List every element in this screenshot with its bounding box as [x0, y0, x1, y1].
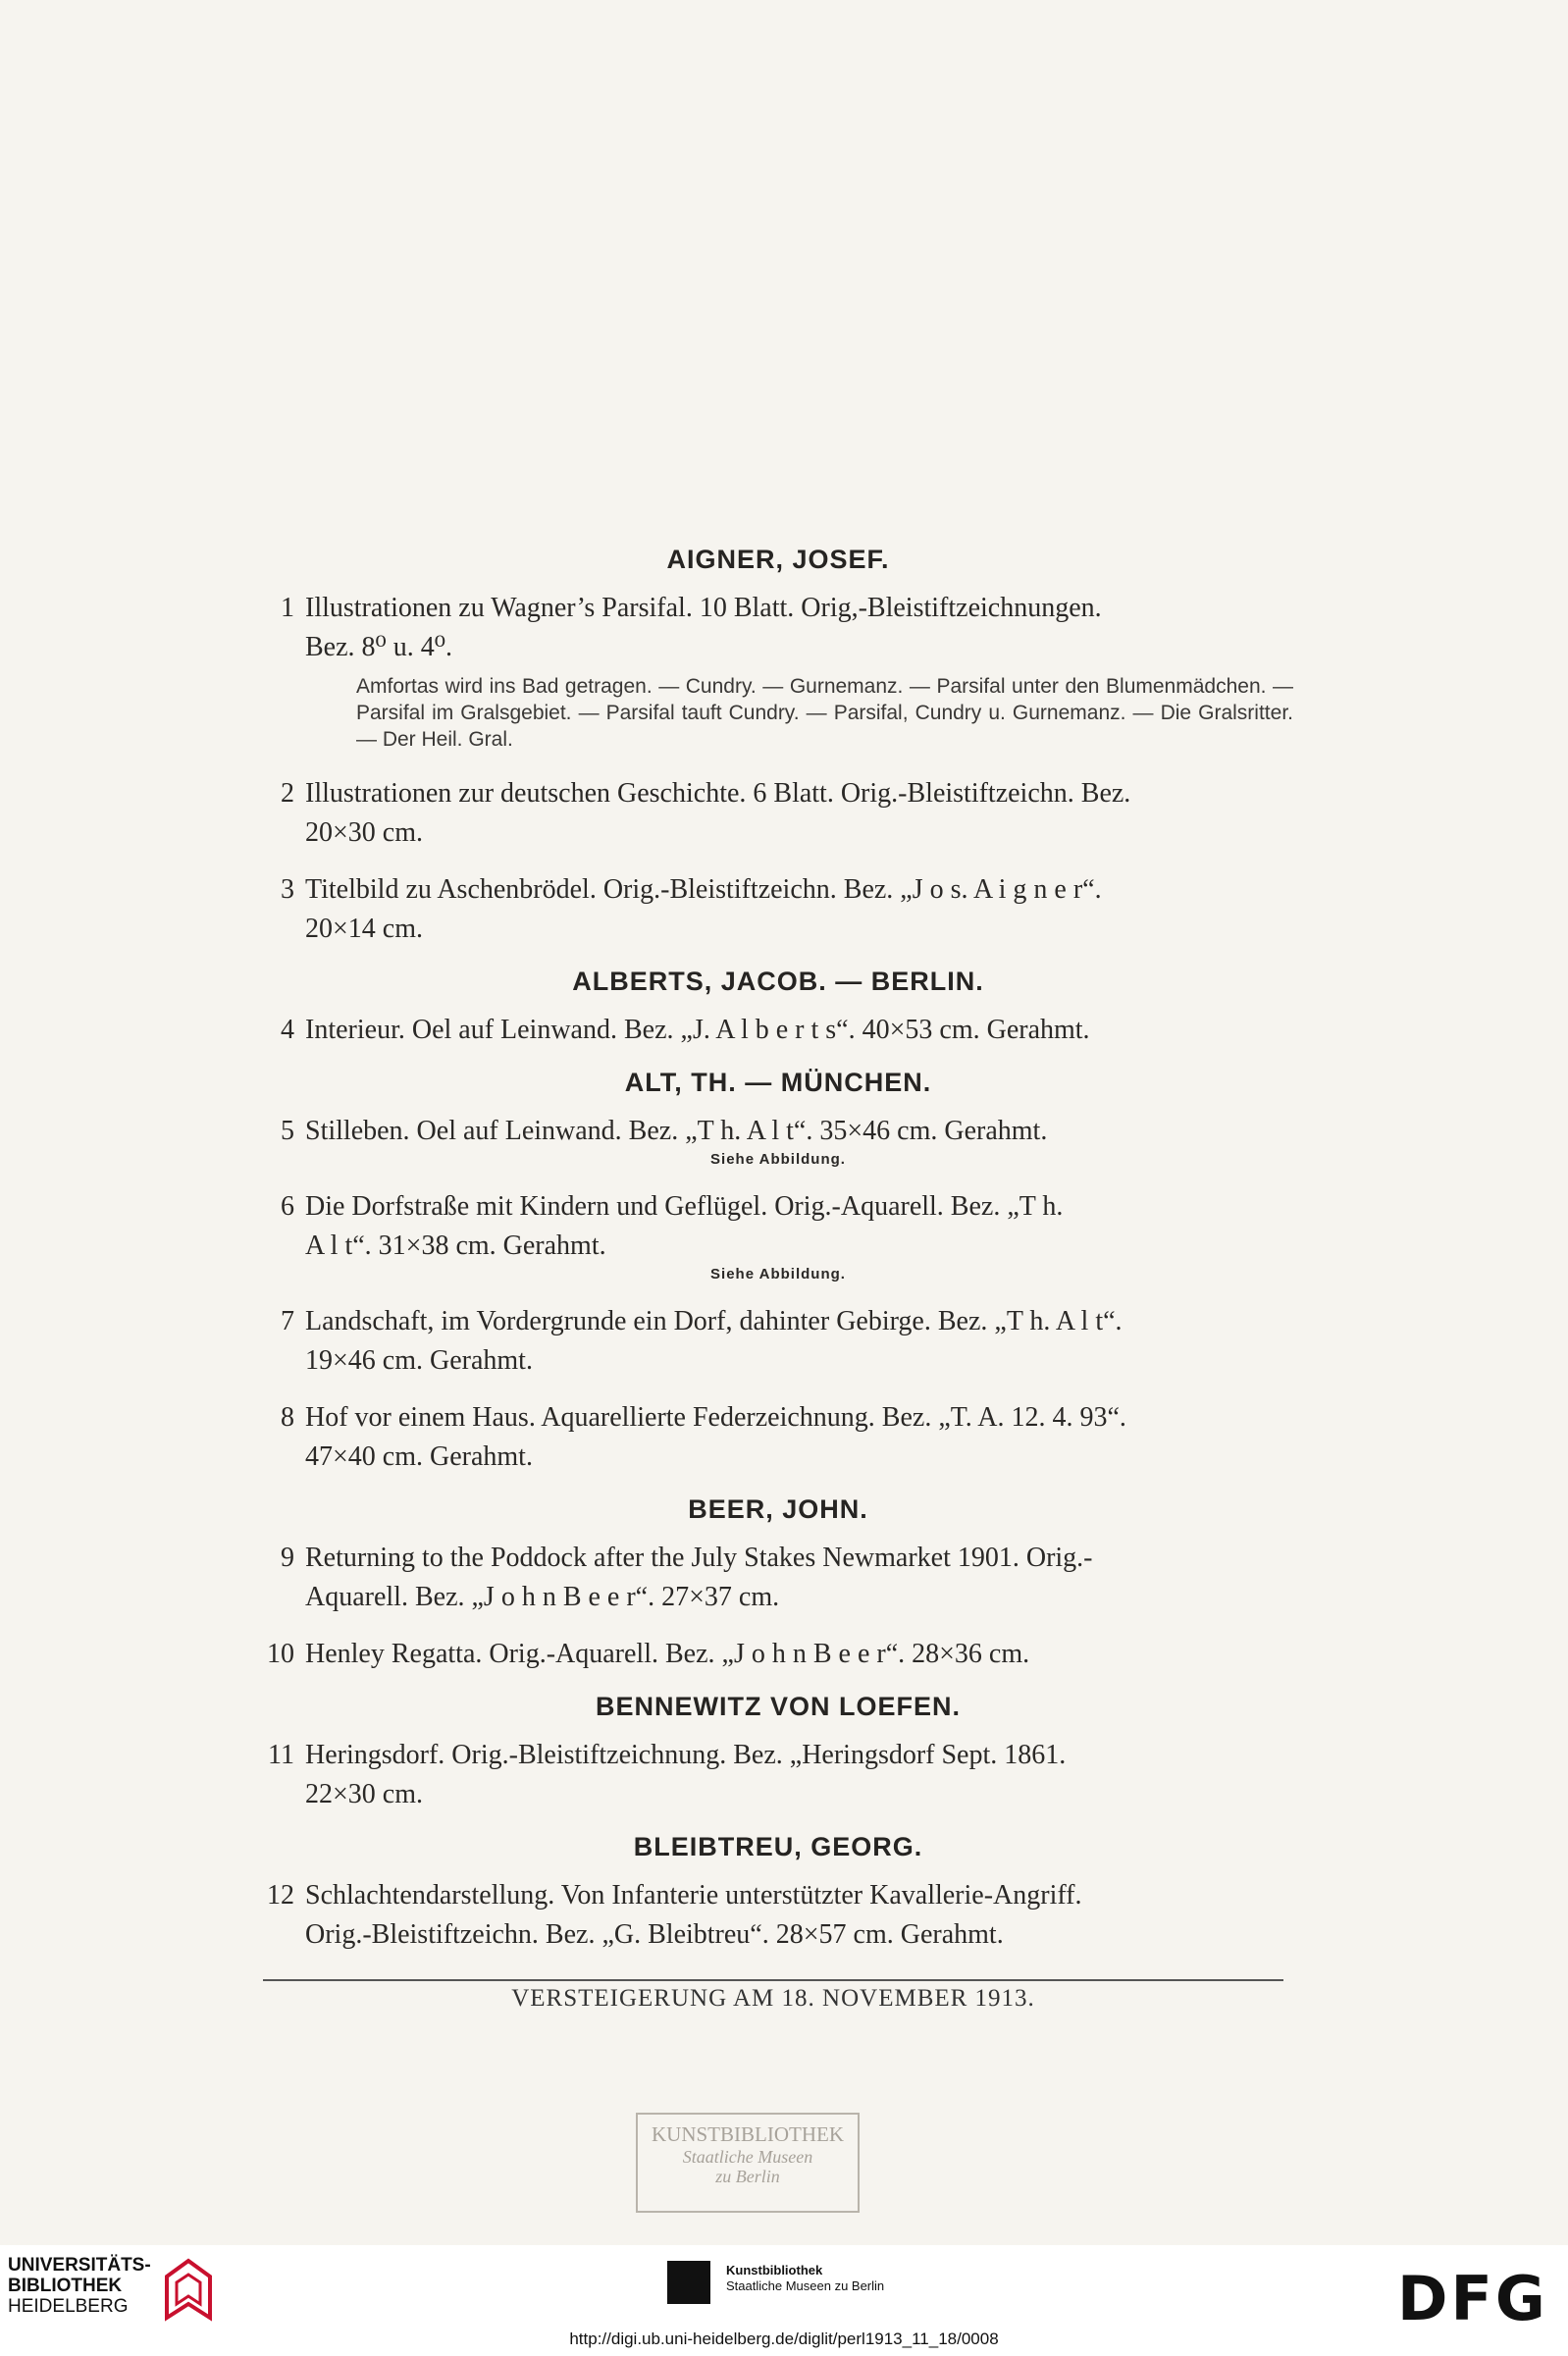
- kb-line-2: Staatliche Museen zu Berlin: [726, 2278, 885, 2293]
- catalog-entry: [263, 1187, 1293, 1266]
- catalog-content: [263, 545, 1293, 1972]
- dfg-logo[interactable]: DFG: [1397, 2263, 1548, 2334]
- kunstbibliothek-logo-icon: [667, 2261, 710, 2304]
- uni-line-3: HEIDELBERG: [8, 2296, 129, 2317]
- catalog-entry: [263, 589, 1293, 667]
- entry-text: Illustrationen zur deutschen Geschichte. 6 Blatt. Orig.-Bleistiftzeichn. Bez.: [305, 778, 1131, 809]
- catalog-entry: [263, 774, 1293, 853]
- library-stamp: [636, 2113, 860, 2213]
- stamp-line-3: zu Berlin: [715, 2167, 780, 2186]
- entry-text: Landschaft, im Vordergrunde ein Dorf, dahinter Gebirge. Bez. „T h. A l t“.: [305, 1306, 1123, 1336]
- artist-heading: ALT, TH. — MÜNCHEN.: [624, 1068, 932, 1097]
- artist-heading: BENNEWITZ VON LOEFEN.: [596, 1692, 961, 1721]
- kunstbibliothek-name[interactable]: [726, 2263, 884, 2294]
- catalog-entry: [263, 1876, 1293, 1955]
- auction-date-line: VERSTEIGERUNG AM 18. NOVEMBER 1913.: [511, 1985, 1035, 2012]
- catalog-entry: [263, 1635, 1293, 1674]
- entry-text: Hof vor einem Haus. Aquarellierte Federzeichnung. Bez. „T. A. 12. 4. 93“.: [305, 1402, 1126, 1433]
- see-illustration-note: Siehe Abbildung.: [710, 1151, 846, 1168]
- entry-text: Schlachtendarstellung. Von Infanterie unterstützter Kavallerie-Angriff.: [305, 1880, 1082, 1911]
- entry-text-continued: 22×30 cm.: [305, 1779, 423, 1809]
- entry-text-continued: Orig.-Bleistiftzeichn. Bez. „G. Bleibtreu“. 28×57 cm. Gerahmt.: [305, 1919, 1004, 1950]
- entry-text: Die Dorfstraße mit Kindern und Geflügel. Orig.-Aquarell. Bez. „T h.: [305, 1191, 1064, 1222]
- entry-text: Heringsdorf. Orig.-Bleistiftzeichnung. Bez. „Heringsdorf Sept. 1861.: [305, 1740, 1067, 1770]
- catalog-entry: [263, 870, 1293, 949]
- kb-line-1: Kunstbibliothek: [726, 2263, 823, 2277]
- entry-number: 4: [281, 1015, 294, 1045]
- entry-text-continued: 20×14 cm.: [305, 914, 423, 944]
- entry-number: 11: [268, 1740, 294, 1770]
- entry-text-continued: 20×30 cm.: [305, 817, 423, 848]
- entry-number: 9: [281, 1543, 294, 1573]
- entry-text-continued: Bez. 8⁰ u. 4⁰.: [305, 632, 452, 662]
- university-library-name[interactable]: [8, 2255, 151, 2317]
- entry-text: Henley Regatta. Orig.-Aquarell. Bez. „J o h n B e e r“. 28×36 cm.: [305, 1639, 1030, 1669]
- permalink-url[interactable]: http://digi.ub.uni-heidelberg.de/diglit/perl1913_11_18/0008: [569, 2330, 999, 2348]
- entry-number: 2: [281, 778, 294, 809]
- entry-description: Amfortas wird ins Bad getragen. — Cundry. — Gurnemanz. — Parsifal unter den Blumenmädchen. — Parsifal im Gralsgebiet. — Parsifal tauft Cundry. — Parsifal, Cundry u. Gurnemanz. — Die Gralsritter. — Der Heil. Gral.: [356, 675, 1293, 751]
- artist-heading: AIGNER, JOSEF.: [666, 545, 890, 574]
- see-illustration-note: Siehe Abbildung.: [710, 1266, 846, 1283]
- entry-text-continued: A l t“. 31×38 cm. Gerahmt.: [305, 1230, 606, 1261]
- artist-heading: BLEIBTREU, GEORG.: [633, 1832, 923, 1861]
- entry-text: Illustrationen zu Wagner’s Parsifal. 10 Blatt. Orig,-Bleistiftzeichnungen.: [305, 593, 1102, 623]
- footer-rule: [263, 1979, 1283, 1981]
- university-logo-icon: [159, 2253, 216, 2324]
- catalog-entry: [263, 1398, 1293, 1477]
- entry-number: 7: [281, 1306, 294, 1336]
- catalog-entry: [263, 1302, 1293, 1381]
- stamp-line-2: Staatliche Museen: [682, 2147, 813, 2167]
- entry-text-continued: 19×46 cm. Gerahmt.: [305, 1345, 533, 1376]
- catalog-entry: [263, 1011, 1293, 1050]
- stamp-line-1: KUNSTBIBLIOTHEK: [652, 2122, 844, 2146]
- entry-number: 12: [267, 1880, 294, 1911]
- entry-text: Returning to the Poddock after the July Stakes Newmarket 1901. Orig.-: [305, 1543, 1093, 1573]
- entry-number: 10: [267, 1639, 294, 1669]
- uni-line-1: UNIVERSITÄTS-: [8, 2255, 151, 2276]
- catalog-entry: [263, 1736, 1293, 1814]
- entry-number: 3: [281, 874, 294, 905]
- entry-text-continued: Aquarell. Bez. „J o h n B e e r“. 27×37 cm.: [305, 1582, 780, 1612]
- artist-heading: BEER, JOHN.: [688, 1494, 868, 1524]
- entry-text: Interieur. Oel auf Leinwand. Bez. „J. A l b e r t s“. 40×53 cm. Gerahmt.: [305, 1015, 1090, 1045]
- entry-number: 1: [281, 593, 294, 623]
- entry-number: 6: [281, 1191, 294, 1222]
- entry-text-continued: 47×40 cm. Gerahmt.: [305, 1441, 533, 1472]
- uni-line-2: BIBLIOTHEK: [8, 2276, 123, 2296]
- entry-text: Titelbild zu Aschenbrödel. Orig.-Bleistiftzeichn. Bez. „J o s. A i g n e r“.: [305, 874, 1102, 905]
- catalog-entry: [263, 1112, 1293, 1151]
- entry-text: Stilleben. Oel auf Leinwand. Bez. „T h. A l t“. 35×46 cm. Gerahmt.: [305, 1116, 1048, 1146]
- artist-heading: ALBERTS, JACOB. — BERLIN.: [572, 967, 984, 996]
- digitization-footer: [0, 2245, 1568, 2356]
- entry-number: 5: [281, 1116, 294, 1146]
- entry-number: 8: [281, 1402, 294, 1433]
- catalog-entry: [263, 1539, 1293, 1617]
